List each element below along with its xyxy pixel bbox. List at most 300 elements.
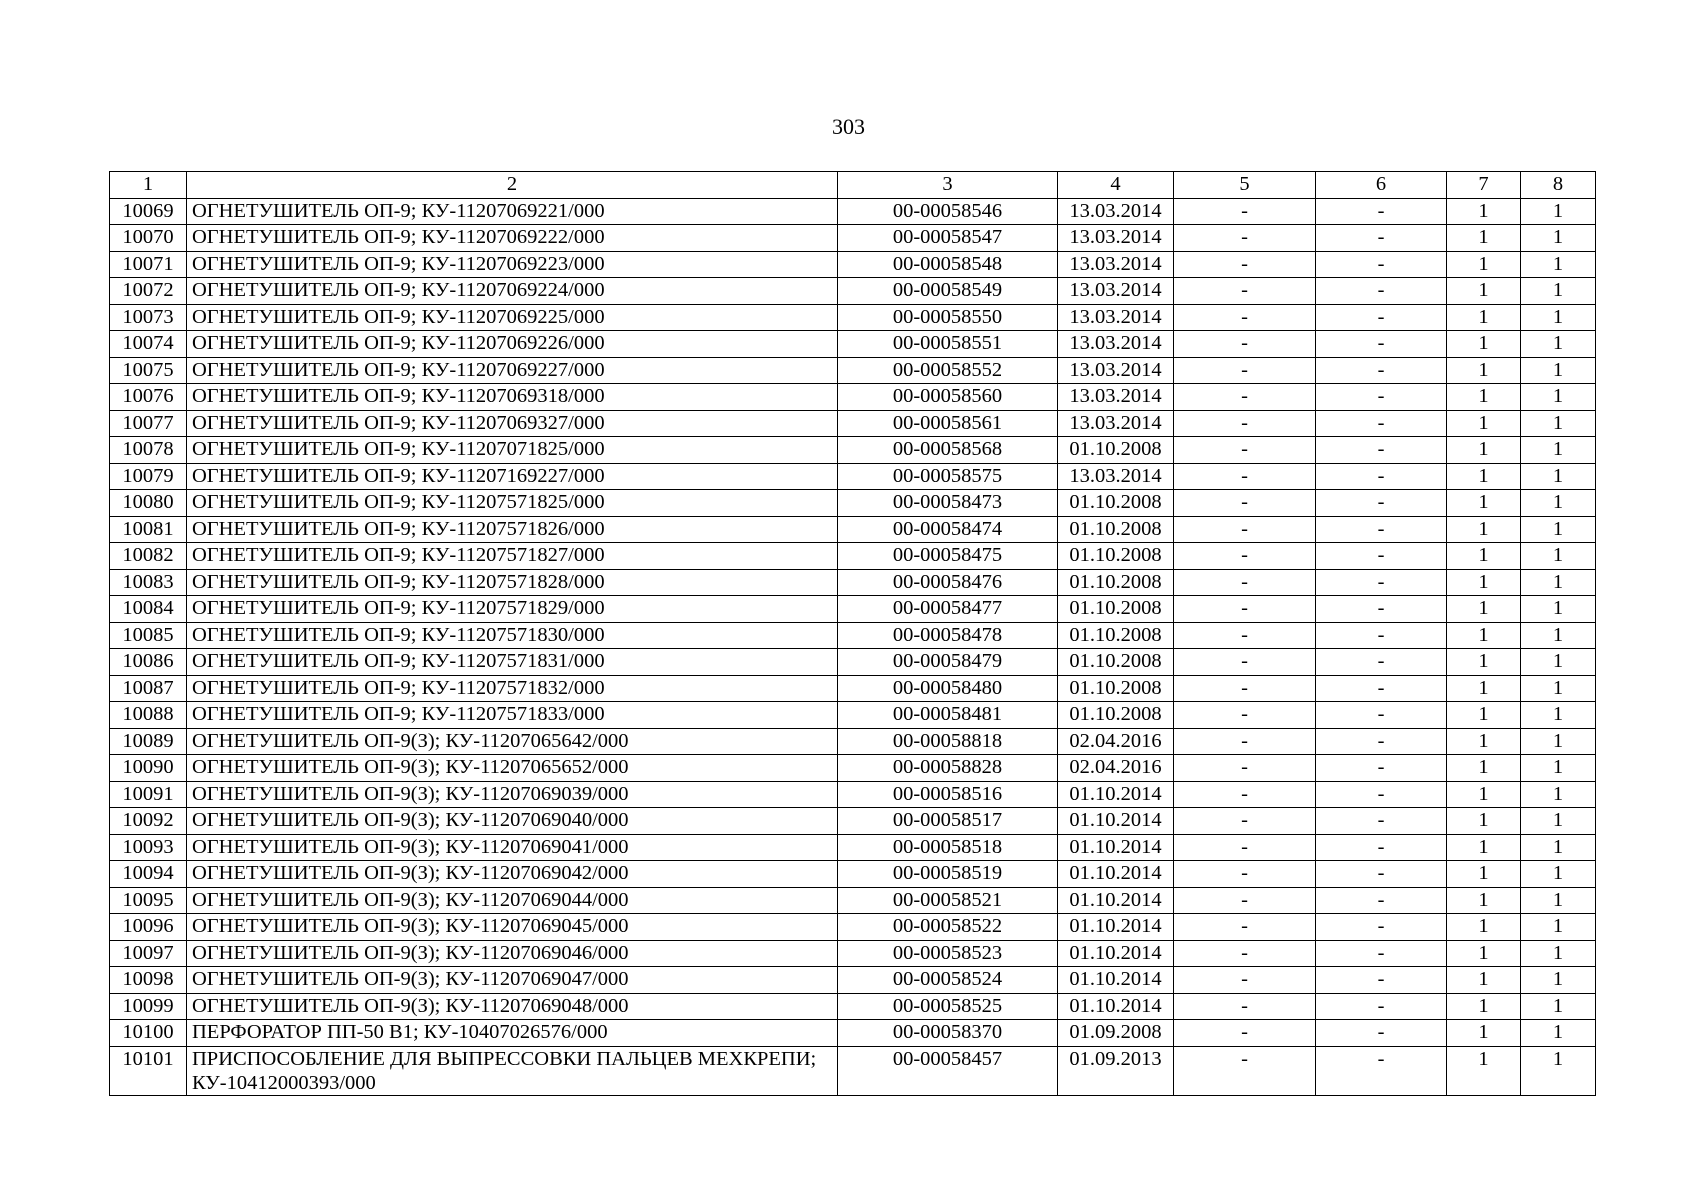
table-row xyxy=(110,331,1596,358)
col6-cell: - xyxy=(1316,437,1447,464)
row-number-cell: 10073 xyxy=(110,304,187,331)
row-number-cell: 10098 xyxy=(110,967,187,994)
item-name-cell: ОГНЕТУШИТЕЛЬ ОП-9(З); КУ-11207069041/000 xyxy=(187,834,838,861)
col5-cell: - xyxy=(1174,198,1316,225)
col5-cell: - xyxy=(1174,384,1316,411)
row-number-cell: 10084 xyxy=(110,596,187,623)
col8-cell: 1 xyxy=(1521,675,1596,702)
item-name-cell: ОГНЕТУШИТЕЛЬ ОП-9; КУ-11207069327/000 xyxy=(187,410,838,437)
date-cell: 01.10.2014 xyxy=(1058,940,1174,967)
col7-cell: 1 xyxy=(1447,861,1521,888)
item-name-cell: ОГНЕТУШИТЕЛЬ ОП-9(З); КУ-11207069042/000 xyxy=(187,861,838,888)
row-number-cell: 10070 xyxy=(110,225,187,252)
row-number-cell: 10075 xyxy=(110,357,187,384)
date-cell: 13.03.2014 xyxy=(1058,198,1174,225)
col8-cell: 1 xyxy=(1521,410,1596,437)
col8-cell: 1 xyxy=(1521,781,1596,808)
col7-cell: 1 xyxy=(1447,596,1521,623)
row-number-cell: 10090 xyxy=(110,755,187,782)
col5-cell: - xyxy=(1174,808,1316,835)
inventory-number-cell: 00-00058560 xyxy=(838,384,1058,411)
item-name-cell: ОГНЕТУШИТЕЛЬ ОП-9(З); КУ-11207069045/000 xyxy=(187,914,838,941)
date-cell: 01.10.2008 xyxy=(1058,569,1174,596)
col8-cell: 1 xyxy=(1521,967,1596,994)
inventory-number-cell: 00-00058481 xyxy=(838,702,1058,729)
inventory-table xyxy=(109,171,1596,1096)
column-header: 2 xyxy=(187,172,838,199)
col6-cell: - xyxy=(1316,198,1447,225)
table-row xyxy=(110,1046,1596,1095)
col5-cell: - xyxy=(1174,596,1316,623)
row-number-cell: 10095 xyxy=(110,887,187,914)
date-cell: 01.10.2008 xyxy=(1058,437,1174,464)
col8-cell: 1 xyxy=(1521,569,1596,596)
date-cell: 02.04.2016 xyxy=(1058,755,1174,782)
table-row xyxy=(110,728,1596,755)
col5-cell: - xyxy=(1174,251,1316,278)
item-name-cell: ОГНЕТУШИТЕЛЬ ОП-9; КУ-11207571832/000 xyxy=(187,675,838,702)
table-header-row xyxy=(110,172,1596,199)
date-cell: 01.10.2014 xyxy=(1058,861,1174,888)
item-name-cell: ПРИСПОСОБЛЕНИЕ ДЛЯ ВЫПРЕССОВКИ ПАЛЬЦЕВ МЕХКРЕПИ; КУ-10412000393/000 xyxy=(187,1046,838,1095)
table-row xyxy=(110,993,1596,1020)
col5-cell: - xyxy=(1174,225,1316,252)
col7-cell: 1 xyxy=(1447,1020,1521,1047)
table-row xyxy=(110,808,1596,835)
col5-cell: - xyxy=(1174,887,1316,914)
row-number-cell: 10082 xyxy=(110,543,187,570)
col8-cell: 1 xyxy=(1521,861,1596,888)
col7-cell: 1 xyxy=(1447,410,1521,437)
row-number-cell: 10094 xyxy=(110,861,187,888)
col8-cell: 1 xyxy=(1521,304,1596,331)
row-number-cell: 10077 xyxy=(110,410,187,437)
row-number-cell: 10078 xyxy=(110,437,187,464)
item-name-cell: ОГНЕТУШИТЕЛЬ ОП-9; КУ-11207069225/000 xyxy=(187,304,838,331)
col7-cell: 1 xyxy=(1447,490,1521,517)
col6-cell: - xyxy=(1316,331,1447,358)
date-cell: 01.10.2014 xyxy=(1058,808,1174,835)
row-number-cell: 10093 xyxy=(110,834,187,861)
col7-cell: 1 xyxy=(1447,357,1521,384)
col6-cell: - xyxy=(1316,887,1447,914)
inventory-number-cell: 00-00058549 xyxy=(838,278,1058,305)
item-name-cell: ОГНЕТУШИТЕЛЬ ОП-9; КУ-11207069223/000 xyxy=(187,251,838,278)
col5-cell: - xyxy=(1174,516,1316,543)
inventory-number-cell: 00-00058517 xyxy=(838,808,1058,835)
item-name-cell: ОГНЕТУШИТЕЛЬ ОП-9(З); КУ-11207065642/000 xyxy=(187,728,838,755)
inventory-number-cell: 00-00058552 xyxy=(838,357,1058,384)
col8-cell: 1 xyxy=(1521,887,1596,914)
table-row xyxy=(110,861,1596,888)
col8-cell: 1 xyxy=(1521,384,1596,411)
item-name-cell: ОГНЕТУШИТЕЛЬ ОП-9; КУ-11207571829/000 xyxy=(187,596,838,623)
col7-cell: 1 xyxy=(1447,384,1521,411)
date-cell: 01.10.2008 xyxy=(1058,622,1174,649)
inventory-number-cell: 00-00058524 xyxy=(838,967,1058,994)
item-name-cell: ОГНЕТУШИТЕЛЬ ОП-9; КУ-11207571830/000 xyxy=(187,622,838,649)
table-row xyxy=(110,887,1596,914)
col8-cell: 1 xyxy=(1521,463,1596,490)
col6-cell: - xyxy=(1316,967,1447,994)
col6-cell: - xyxy=(1316,1046,1447,1095)
col7-cell: 1 xyxy=(1447,463,1521,490)
col8-cell: 1 xyxy=(1521,278,1596,305)
col6-cell: - xyxy=(1316,463,1447,490)
table-row xyxy=(110,622,1596,649)
item-name-cell: ОГНЕТУШИТЕЛЬ ОП-9; КУ-11207571833/000 xyxy=(187,702,838,729)
date-cell: 01.10.2008 xyxy=(1058,516,1174,543)
table-row xyxy=(110,357,1596,384)
row-number-cell: 10100 xyxy=(110,1020,187,1047)
col5-cell: - xyxy=(1174,993,1316,1020)
inventory-number-cell: 00-00058523 xyxy=(838,940,1058,967)
row-number-cell: 10080 xyxy=(110,490,187,517)
col5-cell: - xyxy=(1174,278,1316,305)
date-cell: 01.10.2014 xyxy=(1058,914,1174,941)
item-name-cell: ОГНЕТУШИТЕЛЬ ОП-9(З); КУ-11207069044/000 xyxy=(187,887,838,914)
col5-cell: - xyxy=(1174,967,1316,994)
inventory-number-cell: 00-00058561 xyxy=(838,410,1058,437)
col8-cell: 1 xyxy=(1521,437,1596,464)
row-number-cell: 10072 xyxy=(110,278,187,305)
item-name-cell: ОГНЕТУШИТЕЛЬ ОП-9; КУ-11207571826/000 xyxy=(187,516,838,543)
col7-cell: 1 xyxy=(1447,675,1521,702)
col8-cell: 1 xyxy=(1521,1020,1596,1047)
table-row xyxy=(110,781,1596,808)
date-cell: 01.10.2014 xyxy=(1058,967,1174,994)
col7-cell: 1 xyxy=(1447,940,1521,967)
col5-cell: - xyxy=(1174,1020,1316,1047)
inventory-number-cell: 00-00058475 xyxy=(838,543,1058,570)
col7-cell: 1 xyxy=(1447,887,1521,914)
col6-cell: - xyxy=(1316,861,1447,888)
col8-cell: 1 xyxy=(1521,808,1596,835)
date-cell: 13.03.2014 xyxy=(1058,357,1174,384)
table-row xyxy=(110,463,1596,490)
col7-cell: 1 xyxy=(1447,834,1521,861)
col7-cell: 1 xyxy=(1447,993,1521,1020)
col6-cell: - xyxy=(1316,357,1447,384)
item-name-cell: ОГНЕТУШИТЕЛЬ ОП-9; КУ-11207069318/000 xyxy=(187,384,838,411)
col7-cell: 1 xyxy=(1447,967,1521,994)
col8-cell: 1 xyxy=(1521,357,1596,384)
col7-cell: 1 xyxy=(1447,728,1521,755)
item-name-cell: ОГНЕТУШИТЕЛЬ ОП-9; КУ-11207571825/000 xyxy=(187,490,838,517)
date-cell: 01.10.2008 xyxy=(1058,675,1174,702)
col7-cell: 1 xyxy=(1447,914,1521,941)
item-name-cell: ОГНЕТУШИТЕЛЬ ОП-9(З); КУ-11207069046/000 xyxy=(187,940,838,967)
col7-cell: 1 xyxy=(1447,304,1521,331)
item-name-cell: ПЕРФОРАТОР ПП-50 В1; КУ-10407026576/000 xyxy=(187,1020,838,1047)
column-header: 4 xyxy=(1058,172,1174,199)
col6-cell: - xyxy=(1316,596,1447,623)
col6-cell: - xyxy=(1316,569,1447,596)
date-cell: 01.09.2008 xyxy=(1058,1020,1174,1047)
table-row xyxy=(110,516,1596,543)
table-row xyxy=(110,914,1596,941)
col6-cell: - xyxy=(1316,1020,1447,1047)
row-number-cell: 10087 xyxy=(110,675,187,702)
table-row xyxy=(110,410,1596,437)
inventory-number-cell: 00-00058551 xyxy=(838,331,1058,358)
row-number-cell: 10076 xyxy=(110,384,187,411)
col8-cell: 1 xyxy=(1521,198,1596,225)
col8-cell: 1 xyxy=(1521,993,1596,1020)
item-name-cell: ОГНЕТУШИТЕЛЬ ОП-9(З); КУ-11207069039/000 xyxy=(187,781,838,808)
date-cell: 01.10.2008 xyxy=(1058,596,1174,623)
table-row xyxy=(110,225,1596,252)
col5-cell: - xyxy=(1174,463,1316,490)
table-row xyxy=(110,675,1596,702)
col5-cell: - xyxy=(1174,940,1316,967)
col8-cell: 1 xyxy=(1521,251,1596,278)
col6-cell: - xyxy=(1316,278,1447,305)
item-name-cell: ОГНЕТУШИТЕЛЬ ОП-9(З); КУ-11207069040/000 xyxy=(187,808,838,835)
table-body xyxy=(110,198,1596,1095)
inventory-number-cell: 00-00058478 xyxy=(838,622,1058,649)
row-number-cell: 10089 xyxy=(110,728,187,755)
row-number-cell: 10092 xyxy=(110,808,187,835)
col5-cell: - xyxy=(1174,543,1316,570)
table-row xyxy=(110,967,1596,994)
item-name-cell: ОГНЕТУШИТЕЛЬ ОП-9; КУ-11207571828/000 xyxy=(187,569,838,596)
col8-cell: 1 xyxy=(1521,940,1596,967)
inventory-number-cell: 00-00058568 xyxy=(838,437,1058,464)
col7-cell: 1 xyxy=(1447,1046,1521,1095)
inventory-number-cell: 00-00058546 xyxy=(838,198,1058,225)
date-cell: 13.03.2014 xyxy=(1058,410,1174,437)
row-number-cell: 10086 xyxy=(110,649,187,676)
col5-cell: - xyxy=(1174,914,1316,941)
col5-cell: - xyxy=(1174,781,1316,808)
column-header: 7 xyxy=(1447,172,1521,199)
inventory-number-cell: 00-00058521 xyxy=(838,887,1058,914)
inventory-number-cell: 00-00058550 xyxy=(838,304,1058,331)
inventory-number-cell: 00-00058479 xyxy=(838,649,1058,676)
item-name-cell: ОГНЕТУШИТЕЛЬ ОП-9(З); КУ-11207069048/000 xyxy=(187,993,838,1020)
date-cell: 01.10.2014 xyxy=(1058,993,1174,1020)
row-number-cell: 10081 xyxy=(110,516,187,543)
col8-cell: 1 xyxy=(1521,914,1596,941)
col8-cell: 1 xyxy=(1521,490,1596,517)
col5-cell: - xyxy=(1174,410,1316,437)
inventory-number-cell: 00-00058525 xyxy=(838,993,1058,1020)
col8-cell: 1 xyxy=(1521,728,1596,755)
col8-cell: 1 xyxy=(1521,516,1596,543)
item-name-cell: ОГНЕТУШИТЕЛЬ ОП-9; КУ-11207069222/000 xyxy=(187,225,838,252)
col6-cell: - xyxy=(1316,543,1447,570)
inventory-number-cell: 00-00058519 xyxy=(838,861,1058,888)
inventory-number-cell: 00-00058518 xyxy=(838,834,1058,861)
col6-cell: - xyxy=(1316,781,1447,808)
col6-cell: - xyxy=(1316,834,1447,861)
col6-cell: - xyxy=(1316,410,1447,437)
col6-cell: - xyxy=(1316,755,1447,782)
table-row xyxy=(110,304,1596,331)
col5-cell: - xyxy=(1174,1046,1316,1095)
inventory-number-cell: 00-00058828 xyxy=(838,755,1058,782)
table-row xyxy=(110,596,1596,623)
table-row xyxy=(110,649,1596,676)
col5-cell: - xyxy=(1174,675,1316,702)
col7-cell: 1 xyxy=(1447,251,1521,278)
item-name-cell: ОГНЕТУШИТЕЛЬ ОП-9; КУ-11207571827/000 xyxy=(187,543,838,570)
table-row xyxy=(110,384,1596,411)
col6-cell: - xyxy=(1316,490,1447,517)
inventory-number-cell: 00-00058818 xyxy=(838,728,1058,755)
row-number-cell: 10079 xyxy=(110,463,187,490)
col5-cell: - xyxy=(1174,622,1316,649)
table-row xyxy=(110,198,1596,225)
col5-cell: - xyxy=(1174,331,1316,358)
col7-cell: 1 xyxy=(1447,516,1521,543)
column-header: 5 xyxy=(1174,172,1316,199)
item-name-cell: ОГНЕТУШИТЕЛЬ ОП-9; КУ-11207071825/000 xyxy=(187,437,838,464)
date-cell: 01.10.2008 xyxy=(1058,543,1174,570)
col8-cell: 1 xyxy=(1521,622,1596,649)
col6-cell: - xyxy=(1316,649,1447,676)
col6-cell: - xyxy=(1316,940,1447,967)
date-cell: 02.04.2016 xyxy=(1058,728,1174,755)
column-header: 1 xyxy=(110,172,187,199)
table-row xyxy=(110,251,1596,278)
col6-cell: - xyxy=(1316,993,1447,1020)
date-cell: 13.03.2014 xyxy=(1058,304,1174,331)
date-cell: 01.10.2014 xyxy=(1058,781,1174,808)
inventory-number-cell: 00-00058474 xyxy=(838,516,1058,543)
table-row xyxy=(110,543,1596,570)
col7-cell: 1 xyxy=(1447,569,1521,596)
col7-cell: 1 xyxy=(1447,649,1521,676)
col7-cell: 1 xyxy=(1447,755,1521,782)
col7-cell: 1 xyxy=(1447,225,1521,252)
table-row xyxy=(110,702,1596,729)
table-row xyxy=(110,834,1596,861)
col7-cell: 1 xyxy=(1447,198,1521,225)
col6-cell: - xyxy=(1316,251,1447,278)
table-row xyxy=(110,940,1596,967)
col6-cell: - xyxy=(1316,728,1447,755)
item-name-cell: ОГНЕТУШИТЕЛЬ ОП-9; КУ-11207169227/000 xyxy=(187,463,838,490)
column-header: 6 xyxy=(1316,172,1447,199)
col7-cell: 1 xyxy=(1447,622,1521,649)
col8-cell: 1 xyxy=(1521,596,1596,623)
col5-cell: - xyxy=(1174,755,1316,782)
col7-cell: 1 xyxy=(1447,808,1521,835)
date-cell: 13.03.2014 xyxy=(1058,225,1174,252)
date-cell: 01.10.2008 xyxy=(1058,702,1174,729)
date-cell: 01.10.2008 xyxy=(1058,649,1174,676)
col8-cell: 1 xyxy=(1521,755,1596,782)
col7-cell: 1 xyxy=(1447,781,1521,808)
date-cell: 01.10.2014 xyxy=(1058,887,1174,914)
col6-cell: - xyxy=(1316,914,1447,941)
col7-cell: 1 xyxy=(1447,543,1521,570)
inventory-number-cell: 00-00058548 xyxy=(838,251,1058,278)
inventory-number-cell: 00-00058477 xyxy=(838,596,1058,623)
row-number-cell: 10083 xyxy=(110,569,187,596)
col5-cell: - xyxy=(1174,702,1316,729)
item-name-cell: ОГНЕТУШИТЕЛЬ ОП-9(З); КУ-11207069047/000 xyxy=(187,967,838,994)
inventory-number-cell: 00-00058476 xyxy=(838,569,1058,596)
row-number-cell: 10091 xyxy=(110,781,187,808)
page-number: 303 xyxy=(832,114,865,139)
date-cell: 13.03.2014 xyxy=(1058,278,1174,305)
col8-cell: 1 xyxy=(1521,702,1596,729)
date-cell: 01.10.2014 xyxy=(1058,834,1174,861)
inventory-number-cell: 00-00058575 xyxy=(838,463,1058,490)
col5-cell: - xyxy=(1174,357,1316,384)
row-number-cell: 10099 xyxy=(110,993,187,1020)
col8-cell: 1 xyxy=(1521,225,1596,252)
col8-cell: 1 xyxy=(1521,331,1596,358)
date-cell: 13.03.2014 xyxy=(1058,463,1174,490)
date-cell: 13.03.2014 xyxy=(1058,384,1174,411)
table-row xyxy=(110,437,1596,464)
row-number-cell: 10071 xyxy=(110,251,187,278)
inventory-number-cell: 00-00058516 xyxy=(838,781,1058,808)
col7-cell: 1 xyxy=(1447,331,1521,358)
row-number-cell: 10101 xyxy=(110,1046,187,1095)
item-name-cell: ОГНЕТУШИТЕЛЬ ОП-9(З); КУ-11207065652/000 xyxy=(187,755,838,782)
date-cell: 13.03.2014 xyxy=(1058,251,1174,278)
col5-cell: - xyxy=(1174,861,1316,888)
table-row xyxy=(110,569,1596,596)
col5-cell: - xyxy=(1174,834,1316,861)
item-name-cell: ОГНЕТУШИТЕЛЬ ОП-9; КУ-11207069224/000 xyxy=(187,278,838,305)
col5-cell: - xyxy=(1174,304,1316,331)
col6-cell: - xyxy=(1316,808,1447,835)
col5-cell: - xyxy=(1174,490,1316,517)
inventory-number-cell: 00-00058522 xyxy=(838,914,1058,941)
inventory-number-cell: 00-00058370 xyxy=(838,1020,1058,1047)
col6-cell: - xyxy=(1316,702,1447,729)
col7-cell: 1 xyxy=(1447,278,1521,305)
column-header: 3 xyxy=(838,172,1058,199)
row-number-cell: 10088 xyxy=(110,702,187,729)
col5-cell: - xyxy=(1174,649,1316,676)
inventory-number-cell: 00-00058480 xyxy=(838,675,1058,702)
col7-cell: 1 xyxy=(1447,437,1521,464)
col8-cell: 1 xyxy=(1521,543,1596,570)
table-row xyxy=(110,490,1596,517)
col6-cell: - xyxy=(1316,304,1447,331)
table-row xyxy=(110,278,1596,305)
col6-cell: - xyxy=(1316,622,1447,649)
table-row xyxy=(110,755,1596,782)
column-header: 8 xyxy=(1521,172,1596,199)
row-number-cell: 10096 xyxy=(110,914,187,941)
row-number-cell: 10069 xyxy=(110,198,187,225)
col6-cell: - xyxy=(1316,516,1447,543)
col6-cell: - xyxy=(1316,225,1447,252)
table-row xyxy=(110,1020,1596,1047)
item-name-cell: ОГНЕТУШИТЕЛЬ ОП-9; КУ-11207069221/000 xyxy=(187,198,838,225)
date-cell: 13.03.2014 xyxy=(1058,331,1174,358)
item-name-cell: ОГНЕТУШИТЕЛЬ ОП-9; КУ-11207069226/000 xyxy=(187,331,838,358)
inventory-number-cell: 00-00058473 xyxy=(838,490,1058,517)
date-cell: 01.09.2013 xyxy=(1058,1046,1174,1095)
col7-cell: 1 xyxy=(1447,702,1521,729)
item-name-cell: ОГНЕТУШИТЕЛЬ ОП-9; КУ-11207069227/000 xyxy=(187,357,838,384)
col5-cell: - xyxy=(1174,728,1316,755)
col6-cell: - xyxy=(1316,384,1447,411)
row-number-cell: 10085 xyxy=(110,622,187,649)
inventory-number-cell: 00-00058457 xyxy=(838,1046,1058,1095)
col5-cell: - xyxy=(1174,437,1316,464)
date-cell: 01.10.2008 xyxy=(1058,490,1174,517)
